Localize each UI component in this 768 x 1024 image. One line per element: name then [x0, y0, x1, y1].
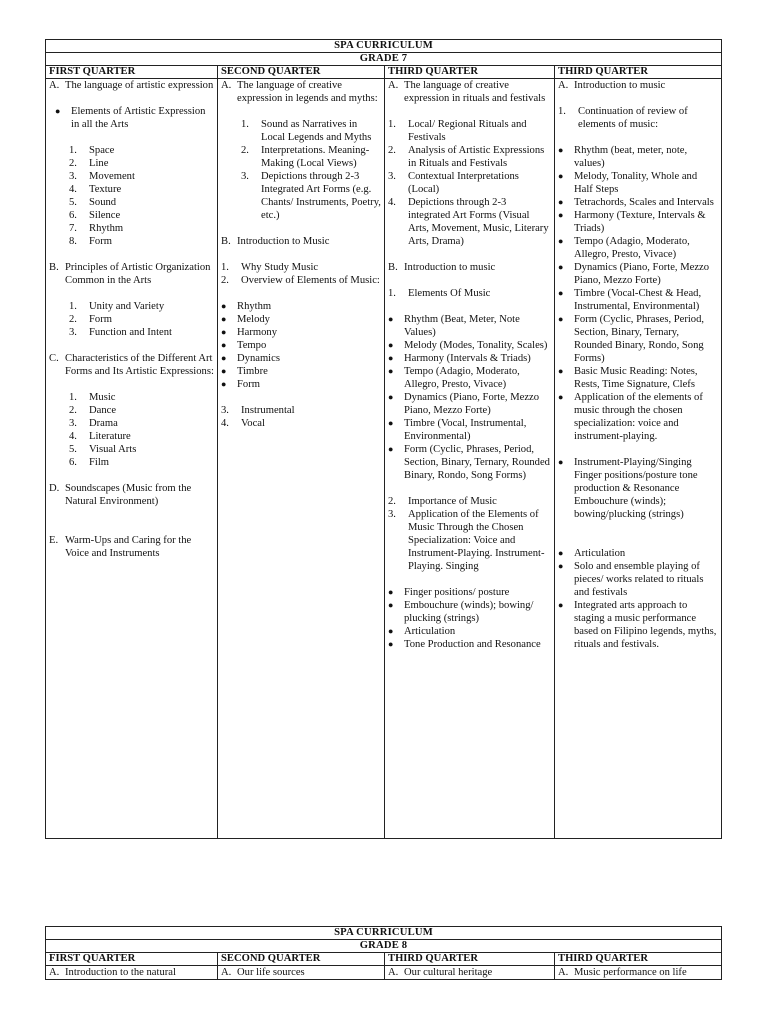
list-item: 3. Movement [69, 171, 135, 182]
fourth-column-content [555, 79, 722, 839]
fourth-column-content [555, 966, 722, 980]
list-item: 1. Why Study Music [221, 262, 319, 273]
quarter-header-4: THIRD QUARTER [555, 953, 722, 966]
list-item: ● Form (Cyclic, Phrases, Period, Section, Binary, Ternary, Rounded Binary, Rondo, Song Forms) [558, 314, 705, 364]
topic-a: A. Our life sources [221, 967, 305, 978]
list-item: 3. Drama [69, 418, 118, 429]
list-item: 5. Visual Arts [69, 444, 137, 455]
list-item: 1. Local/ Regional Rituals and Festivals [388, 119, 527, 143]
list-item: 3. Function and Intent [69, 327, 172, 338]
topic-a: A. The language of creative expression in legends and myths: [221, 80, 378, 104]
topic-a: A. Our cultural heritage [388, 967, 493, 978]
second-quarter-content [218, 966, 385, 980]
quarter-header-1: FIRST QUARTER [46, 953, 218, 966]
principles-list [49, 300, 214, 339]
legends-list [221, 118, 381, 222]
list-item: 4. Texture [69, 184, 122, 195]
quarter-header-1: FIRST QUARTER [46, 66, 218, 79]
elements-bullets [221, 300, 381, 391]
list-item: 3. Depictions through 2-3 Integrated Art Forms (e.g. Chants/ Instruments, Poetry, etc.) [241, 171, 381, 221]
topic-a: A. Introduction to music [558, 80, 666, 91]
list-item: ● Dynamics (Piano, Forte, Mezzo Piano, Mezzo Forte) [558, 262, 710, 286]
list-item: 2. Interpretations. Meaning-Making (Local Views) [241, 145, 370, 169]
list-item: 2. Importance of Music [388, 496, 497, 507]
topic-a: A. Music performance on life [558, 967, 687, 978]
application-list [388, 495, 551, 573]
list-item: 7. Rhythm [69, 223, 124, 234]
quarter-header-4: THIRD QUARTER [555, 66, 722, 79]
list-item: ● Form [221, 379, 260, 390]
list-item: ● Timbre [221, 366, 268, 377]
performance-list [221, 404, 381, 430]
first-quarter-content [46, 79, 218, 839]
quarter-header-3: THIRD QUARTER [385, 953, 555, 966]
first-quarter-content [46, 966, 218, 980]
list-item: 1. Space [69, 145, 115, 156]
list-item: ● Application of the elements of music through the chosen specialization: voice and instrument-playing. [558, 392, 703, 442]
list-item: 3. Application of the Elements of Music Through the Chosen Specialization: Voice and Instrument-Playing. Instrument-Playing. Singing [388, 509, 545, 572]
table-title: SPA CURRICULUM [46, 40, 722, 53]
topic-e: E. Warm-Ups and Caring for the Voice and Instruments [49, 535, 192, 559]
topic-a: A. The language of artistic expression [49, 80, 214, 91]
list-item: ● Harmony (Intervals & Triads) [388, 353, 531, 364]
grade-8-curriculum-table [45, 926, 722, 980]
performance-bullets [558, 547, 718, 651]
art-forms-list [49, 391, 214, 469]
list-item: ● Rhythm (Beat, Meter, Note Values) [388, 314, 520, 338]
list-item: ● Tone Production and Resonance [388, 639, 541, 650]
list-item: 2. Overview of Elements of Music: [221, 275, 380, 286]
list-item: 4. Depictions through 2-3 integrated Art Forms (Visual Arts, Movement, Music, Literary Arts, Drama) [388, 197, 549, 247]
list-item: 8. Form [69, 236, 112, 247]
instrument-playing-item: ● Instrument-Playing/Singing Finger positions/posture tone production & Resonance Embouchure (winds); bowing/plucking (strings) [558, 457, 698, 520]
list-item: ● Rhythm (beat, meter, note, values) [558, 145, 688, 169]
list-item: ● Melody, Tonality, Whole and Half Steps [558, 171, 698, 195]
list-item: ● Dynamics [221, 353, 280, 364]
elements-of-music: 1. Elements Of Music [388, 288, 491, 299]
intro-list [221, 261, 381, 287]
list-item: ● Timbre (Vocal-Chest & Head, Instrumental, Environmental) [558, 288, 702, 312]
list-item: ● Basic Music Reading: Notes, Rests, Time Signature, Clefs [558, 366, 698, 390]
elements-bullets [388, 313, 551, 482]
list-item: ● Articulation [388, 626, 456, 637]
list-item: ● Embouchure (winds); bowing/ plucking (strings) [388, 600, 534, 624]
list-item: 4. Literature [69, 431, 131, 442]
second-quarter-content [218, 79, 385, 839]
list-item: 3. Contextual Interpretations (Local) [388, 171, 519, 195]
grade-7-curriculum-table [45, 39, 722, 839]
list-item: ● Tempo (Adagio, Moderato, Allegro, Presto, Vivace) [558, 236, 690, 260]
list-item: ● Melody [221, 314, 270, 325]
quarter-header-2: SECOND QUARTER [218, 66, 385, 79]
list-item: ● Harmony (Texture, Intervals & Triads) [558, 210, 706, 234]
list-item: ● Articulation [558, 548, 626, 559]
list-item: ● Timbre (Vocal, Instrumental, Environmental) [388, 418, 527, 442]
list-item: 2. Form [69, 314, 112, 325]
list-item: ● Tempo [221, 340, 267, 351]
topic-a: A. The language of creative expression in rituals and festivals [388, 80, 546, 104]
quarter-header-3: THIRD QUARTER [385, 66, 555, 79]
table-title: SPA CURRICULUM [46, 927, 722, 940]
elements-list [49, 144, 214, 248]
list-item: ● Tempo (Adagio, Moderato, Allegro, Presto, Vivace) [388, 366, 520, 390]
topic-c: C. Characteristics of the Different Art Forms and Its Artistic Expressions: [49, 353, 214, 377]
list-item: ● Melody (Modes, Tonality, Scales) [388, 340, 548, 351]
third-quarter-content [385, 966, 555, 980]
list-item: 2. Dance [69, 405, 117, 416]
technique-bullets [388, 586, 551, 651]
elements-bullet: ● Elements of Artistic Expression in all the Arts [55, 106, 206, 130]
list-item: ● Tetrachords, Scales and Intervals [558, 197, 714, 208]
review-item: 1. Continuation of review of elements of music: [558, 106, 688, 130]
list-item: 6. Silence [69, 210, 121, 221]
list-item: 6. Film [69, 457, 110, 468]
list-item: 4. Vocal [221, 418, 265, 429]
grade-label: GRADE 7 [46, 53, 722, 66]
list-item: ● Solo and ensemble playing of pieces/ works related to rituals and festivals [558, 561, 704, 598]
list-item: 1. Sound as Narratives in Local Legends and Myths [241, 119, 372, 143]
list-item: ● Harmony [221, 327, 278, 338]
third-quarter-content [385, 79, 555, 839]
grade-label: GRADE 8 [46, 940, 722, 953]
topic-b: B. Introduction to Music [221, 236, 330, 247]
topic-b: B. Principles of Artistic Organization Common in the Arts [49, 262, 211, 286]
quarter-header-2: SECOND QUARTER [218, 953, 385, 966]
list-item: ● Integrated arts approach to staging a music performance based on Filipino legends, myths, rituals and festivals. [558, 600, 717, 650]
topic-a: A. Introduction to the natural [49, 967, 176, 978]
elements-bullets [558, 144, 718, 443]
list-item: 3. Instrumental [221, 405, 295, 416]
rituals-list [388, 118, 551, 248]
list-item: 2. Analysis of Artistic Expressions in Rituals and Festivals [388, 145, 545, 169]
list-item: 5. Sound [69, 197, 117, 208]
topic-b: B. Introduction to music [388, 262, 496, 273]
list-item: ● Dynamics (Piano, Forte, Mezzo Piano, Mezzo Forte) [388, 392, 540, 416]
list-item: ● Finger positions/ posture [388, 587, 510, 598]
list-item: 1. Unity and Variety [69, 301, 165, 312]
list-item: ● Rhythm [221, 301, 272, 312]
topic-d: D. Soundscapes (Music from the Natural Environment) [49, 483, 192, 507]
list-item: 2. Line [69, 158, 109, 169]
list-item: ● Form (Cyclic, Phrases, Period, Section, Binary, Ternary, Rounded Binary, Rondo, Song Forms) [388, 444, 550, 481]
list-item: 1. Music [69, 392, 116, 403]
